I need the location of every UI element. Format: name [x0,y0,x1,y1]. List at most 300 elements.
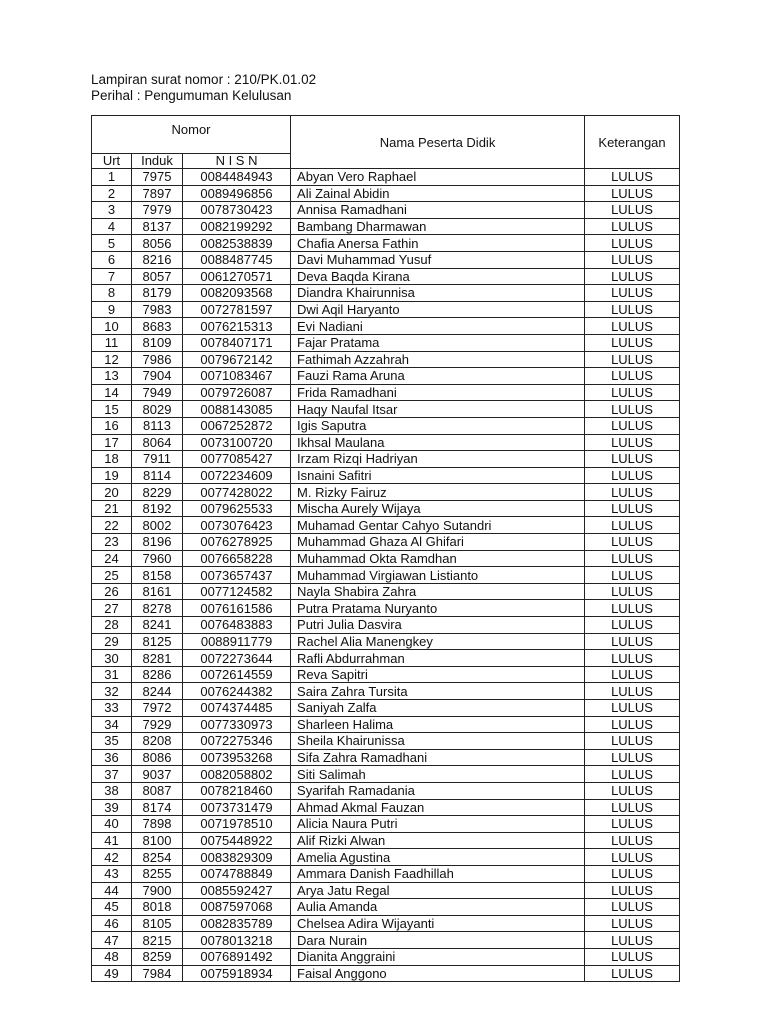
letter-reference: Lampiran surat nomor : 210/PK.01.02 [91,72,317,87]
table-row [92,683,680,700]
cell-keterangan: LULUS [585,384,680,401]
cell-induk: 7979 [132,202,183,219]
table-row [92,351,680,368]
cell-nisn: 0073731479 [183,799,291,816]
cell-induk: 7983 [132,301,183,318]
cell-urt: 46 [92,915,132,932]
cell-induk: 8254 [132,849,183,866]
cell-urt: 42 [92,849,132,866]
cell-urt: 37 [92,766,132,783]
cell-keterangan: LULUS [585,666,680,683]
cell-nisn: 0082058802 [183,766,291,783]
cell-nisn: 0076891492 [183,948,291,965]
cell-urt: 1 [92,169,132,186]
cell-nisn: 0072781597 [183,301,291,318]
cell-nisn: 0085592427 [183,882,291,899]
table-row [92,865,680,882]
cell-keterangan: LULUS [585,218,680,235]
cell-urt: 24 [92,550,132,567]
table-row [92,816,680,833]
cell-nisn: 0077124582 [183,583,291,600]
cell-nisn: 0082538839 [183,235,291,252]
cell-induk: 8241 [132,617,183,634]
cell-urt: 38 [92,782,132,799]
cell-nama: Evi Nadiani [291,318,585,335]
cell-induk: 8002 [132,517,183,534]
table-row [92,799,680,816]
cell-nisn: 0067252872 [183,417,291,434]
cell-keterangan: LULUS [585,865,680,882]
cell-urt: 21 [92,500,132,517]
cell-keterangan: LULUS [585,799,680,816]
letter-subject: Perihal : Pengumuman Kelulusan [91,88,292,103]
cell-urt: 30 [92,650,132,667]
cell-nama: Fajar Pratama [291,334,585,351]
cell-keterangan: LULUS [585,268,680,285]
cell-induk: 8087 [132,782,183,799]
cell-nama: Faisal Anggono [291,965,585,982]
table-row [92,467,680,484]
cell-nama: Annisa Ramadhani [291,202,585,219]
cell-nama: Muhamad Gentar Cahyo Sutandri [291,517,585,534]
cell-nama: Siti Salimah [291,766,585,783]
cell-nama: Igis Saputra [291,417,585,434]
cell-nisn: 0082835789 [183,915,291,932]
table-row [92,417,680,434]
cell-nama: M. Rizky Fairuz [291,484,585,501]
cell-keterangan: LULUS [585,583,680,600]
cell-urt: 14 [92,384,132,401]
cell-induk: 8255 [132,865,183,882]
cell-induk: 7949 [132,384,183,401]
cell-urt: 5 [92,235,132,252]
cell-urt: 23 [92,534,132,551]
cell-urt: 6 [92,251,132,268]
cell-keterangan: LULUS [585,733,680,750]
cell-nisn: 0072275346 [183,733,291,750]
cell-urt: 36 [92,749,132,766]
cell-nama: Syarifah Ramadania [291,782,585,799]
cell-keterangan: LULUS [585,650,680,667]
cell-keterangan: LULUS [585,882,680,899]
table-header-row [92,116,680,154]
table-row [92,583,680,600]
cell-nama: Ammara Danish Faadhillah [291,865,585,882]
cell-nisn: 0073657437 [183,567,291,584]
cell-nama: Dwi Aqil Haryanto [291,301,585,318]
cell-nama: Frida Ramadhani [291,384,585,401]
cell-induk: 7986 [132,351,183,368]
cell-induk: 8286 [132,666,183,683]
cell-induk: 8208 [132,733,183,750]
table-row [92,534,680,551]
table-row [92,384,680,401]
cell-induk: 8125 [132,633,183,650]
cell-urt: 17 [92,434,132,451]
cell-nisn: 0077330973 [183,716,291,733]
cell-urt: 45 [92,899,132,916]
cell-keterangan: LULUS [585,633,680,650]
cell-nama: Fauzi Rama Aruna [291,368,585,385]
table-row [92,251,680,268]
cell-urt: 35 [92,733,132,750]
cell-urt: 44 [92,882,132,899]
cell-urt: 43 [92,865,132,882]
cell-nisn: 0078407171 [183,334,291,351]
cell-urt: 20 [92,484,132,501]
header-nomor: Nomor [92,116,291,154]
table-row [92,915,680,932]
cell-induk: 8196 [132,534,183,551]
cell-urt: 47 [92,932,132,949]
cell-keterangan: LULUS [585,965,680,982]
cell-nisn: 0088487745 [183,251,291,268]
table-row [92,235,680,252]
table-body [92,169,680,982]
cell-keterangan: LULUS [585,716,680,733]
cell-induk: 8174 [132,799,183,816]
cell-induk: 8683 [132,318,183,335]
cell-urt: 32 [92,683,132,700]
cell-urt: 2 [92,185,132,202]
table-row [92,517,680,534]
table-row [92,285,680,302]
cell-keterangan: LULUS [585,417,680,434]
cell-nisn: 0082199292 [183,218,291,235]
cell-nisn: 0076161586 [183,600,291,617]
cell-keterangan: LULUS [585,915,680,932]
cell-keterangan: LULUS [585,251,680,268]
cell-induk: 8056 [132,235,183,252]
table-row [92,301,680,318]
cell-keterangan: LULUS [585,782,680,799]
cell-keterangan: LULUS [585,285,680,302]
cell-induk: 8057 [132,268,183,285]
cell-nisn: 0074374485 [183,700,291,717]
cell-keterangan: LULUS [585,816,680,833]
cell-nama: Arya Jatu Regal [291,882,585,899]
cell-nama: Ali Zainal Abidin [291,185,585,202]
table-row [92,633,680,650]
cell-keterangan: LULUS [585,683,680,700]
cell-induk: 8018 [132,899,183,916]
cell-nisn: 0073100720 [183,434,291,451]
cell-urt: 29 [92,633,132,650]
cell-urt: 9 [92,301,132,318]
cell-induk: 8064 [132,434,183,451]
cell-nisn: 0078218460 [183,782,291,799]
cell-urt: 7 [92,268,132,285]
header-induk: Induk [132,154,183,169]
cell-keterangan: LULUS [585,517,680,534]
cell-nama: Saniyah Zalfa [291,700,585,717]
table-row [92,550,680,567]
table-row [92,932,680,949]
cell-keterangan: LULUS [585,849,680,866]
table-row [92,401,680,418]
table-row [92,218,680,235]
cell-urt: 19 [92,467,132,484]
cell-nama: Nayla Shabira Zahra [291,583,585,600]
cell-nisn: 0077085427 [183,451,291,468]
table-row [92,849,680,866]
table-row [92,451,680,468]
cell-urt: 26 [92,583,132,600]
cell-induk: 7904 [132,368,183,385]
cell-nisn: 0083829309 [183,849,291,866]
cell-urt: 25 [92,567,132,584]
cell-nisn: 0076215313 [183,318,291,335]
cell-keterangan: LULUS [585,334,680,351]
document-header [91,72,316,104]
graduation-table [91,115,680,982]
table-row [92,169,680,186]
cell-nama: Muhammad Ghaza Al Ghifari [291,534,585,551]
cell-nama: Dianita Anggraini [291,948,585,965]
cell-induk: 8215 [132,932,183,949]
cell-nisn: 0072234609 [183,467,291,484]
cell-nama: Sheila Khairunissa [291,733,585,750]
cell-urt: 31 [92,666,132,683]
table-row [92,948,680,965]
table-row [92,965,680,982]
table-row [92,832,680,849]
cell-urt: 4 [92,218,132,235]
cell-nama: Reva Sapitri [291,666,585,683]
table-row [92,202,680,219]
table-row [92,617,680,634]
cell-induk: 8137 [132,218,183,235]
table-row [92,716,680,733]
cell-keterangan: LULUS [585,169,680,186]
table-row [92,318,680,335]
table-row [92,334,680,351]
cell-nisn: 0079726087 [183,384,291,401]
cell-nama: Aulia Amanda [291,899,585,916]
cell-keterangan: LULUS [585,600,680,617]
cell-induk: 8244 [132,683,183,700]
cell-nama: Muhammad Okta Ramdhan [291,550,585,567]
cell-urt: 22 [92,517,132,534]
cell-induk: 7898 [132,816,183,833]
cell-urt: 49 [92,965,132,982]
cell-nama: Diandra Khairunnisa [291,285,585,302]
cell-induk: 8229 [132,484,183,501]
cell-nama: Bambang Dharmawan [291,218,585,235]
cell-urt: 33 [92,700,132,717]
cell-nama: Alicia Naura Putri [291,816,585,833]
cell-induk: 7897 [132,185,183,202]
table-row [92,733,680,750]
cell-keterangan: LULUS [585,832,680,849]
cell-nisn: 0084484943 [183,169,291,186]
cell-keterangan: LULUS [585,766,680,783]
table-row [92,567,680,584]
cell-urt: 41 [92,832,132,849]
table-row [92,500,680,517]
cell-nisn: 0076658228 [183,550,291,567]
cell-keterangan: LULUS [585,550,680,567]
table-row [92,782,680,799]
cell-nisn: 0077428022 [183,484,291,501]
cell-nisn: 0072614559 [183,666,291,683]
cell-nama: Putri Julia Dasvira [291,617,585,634]
table-row [92,749,680,766]
cell-nama: Abyan Vero Raphael [291,169,585,186]
table-row [92,899,680,916]
table-row [92,600,680,617]
cell-induk: 8029 [132,401,183,418]
cell-nisn: 0071978510 [183,816,291,833]
cell-urt: 28 [92,617,132,634]
cell-nama: Putra Pratama Nuryanto [291,600,585,617]
cell-induk: 8216 [132,251,183,268]
table-row [92,368,680,385]
cell-nama: Amelia Agustina [291,849,585,866]
header-nama: Nama Peserta Didik [291,116,585,169]
cell-nisn: 0074788849 [183,865,291,882]
cell-nisn: 0079625533 [183,500,291,517]
cell-induk: 8109 [132,334,183,351]
cell-induk: 8278 [132,600,183,617]
table-row [92,185,680,202]
cell-nama: Ikhsal Maulana [291,434,585,451]
table-row [92,434,680,451]
cell-keterangan: LULUS [585,368,680,385]
cell-nama: Sifa Zahra Ramadhani [291,749,585,766]
cell-nama: Deva Baqda Kirana [291,268,585,285]
cell-nisn: 0075448922 [183,832,291,849]
cell-nisn: 0076244382 [183,683,291,700]
table-row [92,666,680,683]
cell-urt: 18 [92,451,132,468]
cell-induk: 7900 [132,882,183,899]
table-row [92,766,680,783]
cell-nisn: 0079672142 [183,351,291,368]
cell-nama: Sharleen Halima [291,716,585,733]
cell-nama: Mischa Aurely Wijaya [291,500,585,517]
cell-urt: 39 [92,799,132,816]
cell-nama: Rafli Abdurrahman [291,650,585,667]
cell-urt: 11 [92,334,132,351]
cell-keterangan: LULUS [585,948,680,965]
cell-keterangan: LULUS [585,932,680,949]
cell-nisn: 0078730423 [183,202,291,219]
cell-urt: 15 [92,401,132,418]
cell-induk: 9037 [132,766,183,783]
cell-keterangan: LULUS [585,185,680,202]
cell-induk: 7960 [132,550,183,567]
cell-nama: Dara Nurain [291,932,585,949]
cell-nisn: 0073076423 [183,517,291,534]
cell-nisn: 0078013218 [183,932,291,949]
cell-nisn: 0082093568 [183,285,291,302]
table-row [92,882,680,899]
cell-keterangan: LULUS [585,700,680,717]
cell-induk: 7984 [132,965,183,982]
cell-induk: 7975 [132,169,183,186]
cell-keterangan: LULUS [585,351,680,368]
cell-induk: 7911 [132,451,183,468]
cell-keterangan: LULUS [585,500,680,517]
cell-induk: 8161 [132,583,183,600]
cell-nama: Alif Rizki Alwan [291,832,585,849]
cell-nisn: 0076278925 [183,534,291,551]
cell-keterangan: LULUS [585,534,680,551]
cell-induk: 8086 [132,749,183,766]
cell-induk: 8105 [132,915,183,932]
cell-nama: Chelsea Adira Wijayanti [291,915,585,932]
cell-keterangan: LULUS [585,318,680,335]
cell-urt: 40 [92,816,132,833]
cell-keterangan: LULUS [585,899,680,916]
cell-nisn: 0089496856 [183,185,291,202]
table-row [92,700,680,717]
cell-nisn: 0088143085 [183,401,291,418]
cell-keterangan: LULUS [585,467,680,484]
header-keterangan: Keterangan [585,116,680,169]
cell-nama: Ahmad Akmal Fauzan [291,799,585,816]
cell-keterangan: LULUS [585,617,680,634]
cell-nama: Rachel Alia Manengkey [291,633,585,650]
cell-keterangan: LULUS [585,567,680,584]
cell-urt: 27 [92,600,132,617]
cell-urt: 12 [92,351,132,368]
cell-induk: 8281 [132,650,183,667]
cell-urt: 10 [92,318,132,335]
cell-keterangan: LULUS [585,202,680,219]
cell-nama: Chafia Anersa Fathin [291,235,585,252]
cell-urt: 34 [92,716,132,733]
cell-nisn: 0075918934 [183,965,291,982]
header-nisn: N I S N [183,154,291,169]
cell-induk: 8158 [132,567,183,584]
cell-induk: 8192 [132,500,183,517]
cell-induk: 8114 [132,467,183,484]
cell-nisn: 0071083467 [183,368,291,385]
cell-keterangan: LULUS [585,401,680,418]
cell-nama: Haqy Naufal Itsar [291,401,585,418]
cell-nama: Saira Zahra Tursita [291,683,585,700]
table-row [92,650,680,667]
cell-nisn: 0072273644 [183,650,291,667]
cell-nama: Davi Muhammad Yusuf [291,251,585,268]
cell-urt: 16 [92,417,132,434]
cell-induk: 8100 [132,832,183,849]
cell-nisn: 0087597068 [183,899,291,916]
cell-urt: 48 [92,948,132,965]
cell-induk: 8113 [132,417,183,434]
cell-keterangan: LULUS [585,749,680,766]
cell-keterangan: LULUS [585,484,680,501]
cell-keterangan: LULUS [585,301,680,318]
header-urt: Urt [92,154,132,169]
cell-urt: 3 [92,202,132,219]
cell-nisn: 0061270571 [183,268,291,285]
cell-induk: 8259 [132,948,183,965]
cell-nama: Muhammad Virgiawan Listianto [291,567,585,584]
cell-keterangan: LULUS [585,451,680,468]
table-row [92,484,680,501]
cell-nisn: 0076483883 [183,617,291,634]
cell-nama: Isnaini Safitri [291,467,585,484]
cell-induk: 7972 [132,700,183,717]
table-row [92,268,680,285]
cell-urt: 13 [92,368,132,385]
cell-keterangan: LULUS [585,235,680,252]
cell-nama: Fathimah Azzahrah [291,351,585,368]
cell-nisn: 0073953268 [183,749,291,766]
